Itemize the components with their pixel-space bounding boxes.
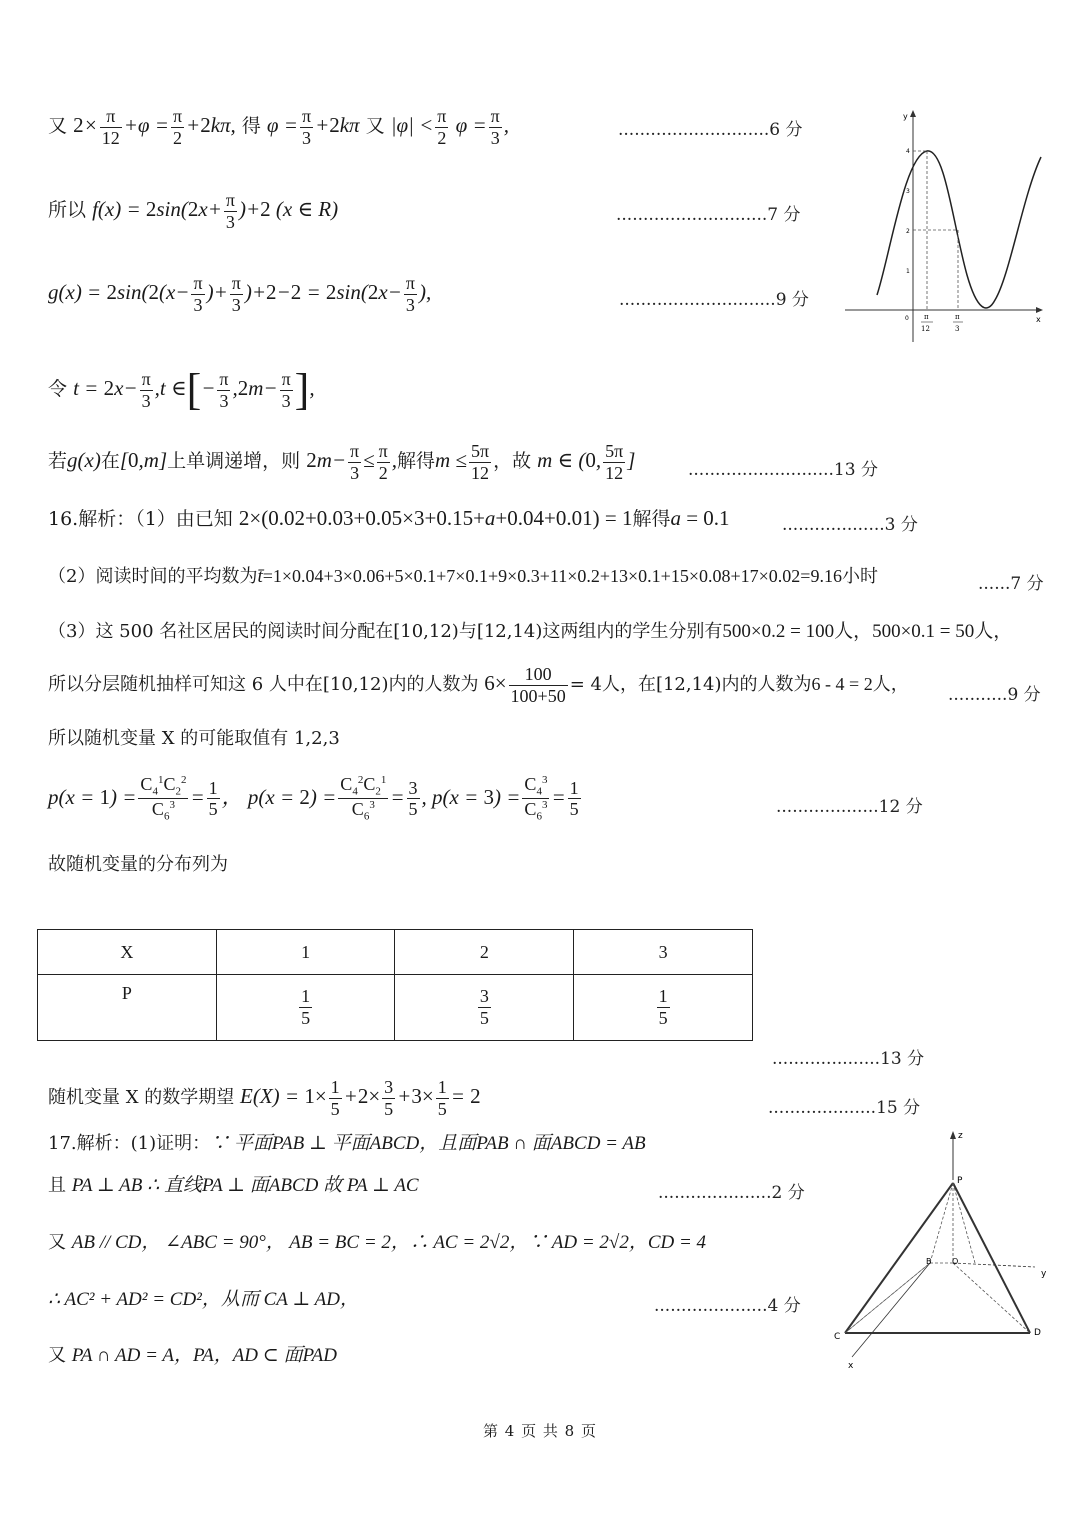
text-17b1: 且 [48,1175,66,1196]
score-15: ....................15 分 [768,1098,921,1118]
text-jiede: 解得 [397,450,436,472]
text-zai: 在 [100,450,120,472]
text-17a: ∵ 平面PAB ⊥ 平面ABCD，且面PAB ∩ 面ABCD = AB [210,1133,646,1154]
edge-pb [930,1183,953,1263]
text-17b: PA ⊥ AB ∴ 直线PA ⊥ 面ABCD 故 PA ⊥ AC [71,1175,419,1196]
table-cell: 2 [395,930,574,975]
edge-od [953,1263,1030,1333]
y-tick-1: 1 [906,268,910,275]
edge-pa [953,1183,975,1263]
label-b: B [926,1257,932,1266]
z-label: z [958,1131,963,1141]
line-t: 令 t = 2x− $\frac{\pi}{3}$ ,t ∈[− $\frac{\pi}{3}$ ,2m− $\frac{\pi}{3}$ ], [48,365,315,414]
score-6: ............................6 分 [618,120,803,140]
text-de: 得 [241,115,261,137]
text-16-7: 随机变量 X 的数学期望 [48,1087,235,1108]
table-cell: 1 [216,930,395,975]
score-4: .....................4 分 [654,1296,801,1316]
table-row [38,930,753,975]
score-12: ...................12 分 [776,797,923,817]
sine-graph [845,105,1050,345]
x-arrow-icon [1036,307,1043,313]
sine-curve [877,151,1041,308]
tick-pi: π [955,313,960,321]
line-17-1 [48,1134,646,1153]
edge-pc [845,1183,953,1333]
line-17-5 [48,1346,337,1365]
line-gx: g(x) = 2sin(2(x− $\frac{\pi}{3}$ )+ $\frac{\pi}{3}$ )+2−2 = 2sin(2x− $\frac{\pi}{3}$ ), [48,273,432,315]
origin-label: 0 [905,315,909,322]
table-cell [216,975,395,1041]
x-label: x [848,1361,854,1371]
text-16-3b: 500×0.2 = 100人，500×0.1 = 50人， [722,621,1013,642]
text-shang: 上单调递增，则 [167,450,301,472]
text-16-3: （3）这 500 名社区居民的阅读时间分配在[10,12)与[12,14)这两组内的学生分别有 [48,621,723,642]
y-arrow-icon [910,110,916,117]
text-16-4: 所以分层随机抽样可知这 6 人中在[10,12)内的人数为 [48,674,479,695]
text-17e1: 又 [48,1345,66,1366]
text-suoyi: 所以 [48,199,87,221]
text-ling: 令 [48,377,68,400]
table-row [38,975,753,1041]
line-17-4 [48,1290,359,1309]
frac-num: 1 [301,986,311,1007]
x-label: x [1036,315,1041,324]
text-17c: AB // CD， ∠ABC = 90°， AB = BC = 2，∴ AC = 2√2，∵ AD = 2√2，CD = 4 [71,1232,707,1253]
text-16-4b: = 4人，在[12,14)内的人数为 [569,674,812,695]
text-16: 16.解析：（1）由已知 [48,508,233,530]
score-9: .............................9 分 [619,290,809,310]
table-cell [395,975,574,1041]
text-17e: PA ∩ AD = A，PA，AD ⊂ 面PAD [71,1345,337,1366]
frac-den: 5 [658,1008,668,1028]
text-you: 又 [48,115,68,137]
score-7b: ......7 分 [978,574,1044,594]
frac-num: 1 [658,986,668,1007]
text-17d: ∴ AC² + AD² = CD²，从而 CA ⊥ AD， [48,1289,359,1310]
page-footer: 第 4 页 共 8 页 [483,1422,597,1440]
frac-den: 5 [301,1008,311,1028]
y-tick-2: 2 [906,228,910,235]
line-probs: p(x = 1) = $\frac{C_4^1C_2^2}{C_6^3}$ = $\frac{1}{5}$ ， p(x = 2) = $\frac{C_4^2C_2^1}{C_6^3}$ = $\frac{3}{5}$ , p(x = 3) = $\frac{C_4^3}{C_6^3}$ = $\frac{1}{5}$ [48,774,579,823]
line-17-3 [48,1233,706,1252]
y-tick-3: 3 [906,188,910,195]
text-ruo: 若 [48,450,68,472]
line-16-6: 故随机变量的分布列为 [48,854,228,875]
y-tick-4: 4 [906,148,910,155]
frac-num: 3 [479,986,489,1007]
frac-den: 5 [479,1008,489,1028]
text-17: 17.解析：(1)证明： [48,1133,211,1154]
table-cell: X [38,930,217,975]
tick-12: 12 [921,325,930,333]
text-gu: ，故 [493,450,532,472]
label-o: O [952,1257,959,1266]
line-16-5: 所以随机变量 X 的可能取值有 1,2,3 [48,728,340,749]
line-16-1: 16.解析：（1）由已知 2×(0.02+0.03+0.05×3+0.15+a+0.04+0.01) = 1解得a = 0.1 [48,506,730,530]
score-13b: ....................13 分 [772,1049,925,1069]
z-arrow-icon [950,1131,956,1139]
text-16-2b: =1×0.04+3×0.06+5×0.1+7×0.1+9×0.3+11×0.2+13×0.1+15×0.08+17×0.02=9.16小时 [262,566,878,586]
line-16-2: （2）阅读时间的平均数为t̄=1×0.04+3×0.06+5×0.1+7×0.1+9×0.3+11×0.2+13×0.1+15×0.08+17×0.02=9.16小时 [48,566,878,587]
label-p: P [957,1176,963,1186]
label-c: C [834,1332,841,1342]
tick-3: 3 [955,325,960,333]
text-you2: 又 [365,115,385,137]
tick-pi: π [924,313,929,321]
y-label: y [903,112,908,121]
line-expect: 随机变量 X 的数学期望 E(X) = 1× $\frac{1}{5}$ +2× $\frac{3}{5}$ +3× $\frac{1}{5}$ = 2 [48,1077,481,1119]
table-cell: P [38,975,217,1041]
x-axis [852,1263,930,1357]
score-7: ............................7 分 [616,205,801,225]
score-2: .....................2 分 [658,1183,805,1203]
score-3: ...................3 分 [782,515,918,535]
edge-pd [953,1183,1030,1333]
line-17-2 [48,1176,419,1195]
text-16-2: （2）阅读时间的平均数为 [48,566,258,587]
distribution-table [37,929,753,1041]
text-16b: 解得 [632,508,671,530]
line-16-4: 所以分层随机抽样可知这 6 人中在[10,12)内的人数为 6× $\frac{100}{100+50}$ = 4人，在[12,14)内的人数为6 - 4 = 2人， [48,664,909,706]
line-fx: 所以 f(x) = 2sin(2x+ $\frac{\pi}{3}$ )+2 (x ∈ R) [48,190,339,232]
text-17c1: 又 [48,1232,66,1253]
line-mono: 若g(x)在[0,m]上单调递增，则 2m− $\frac{\pi}{3}$ ≤ $\frac{\pi}{2}$ ,解得m ≤ $\frac{5\pi}{12}$ ，故 m ∈ (0, $\frac{5\pi}{12}$ ] [48,441,636,483]
y-label: y [1041,1269,1047,1279]
score-13a: ...........................13 分 [688,460,878,480]
score-9b: ...........9 分 [948,685,1041,705]
label-d: D [1034,1328,1041,1338]
table-cell [574,975,753,1041]
line-phi: 又 2× $\frac{\pi}{12}$ +φ = $\frac{\pi}{2}$ +2kπ, 得 φ = $\frac{\pi}{3}$ +2kπ 又 |φ| < $\frac{\pi}{2}$ φ = $\frac{\pi}{3}$ , [48,106,510,148]
pyramid-figure [830,1125,1060,1375]
text-16-4c: 6 - 4 = 2人， [811,674,909,694]
table-cell: 3 [574,930,753,975]
line-16-3 [48,622,1012,641]
